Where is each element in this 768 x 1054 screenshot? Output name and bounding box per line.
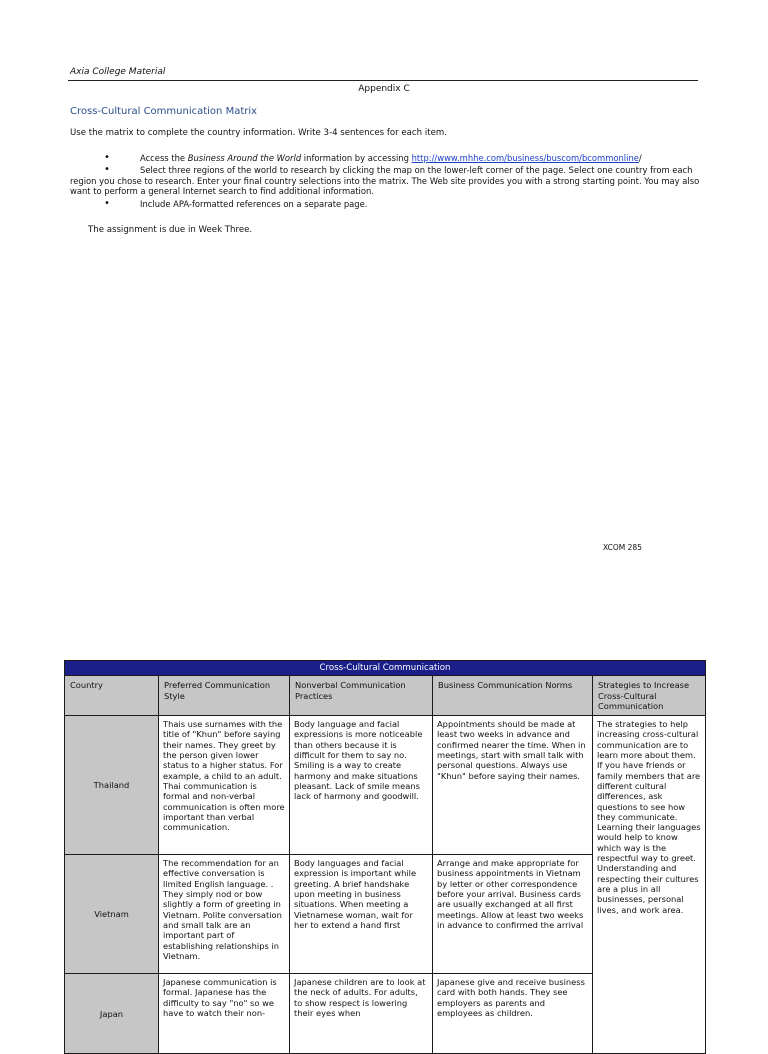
appendix-label: Appendix C xyxy=(358,84,410,94)
cross-cultural-matrix xyxy=(64,660,706,1054)
country-cell: Thailand xyxy=(65,716,159,855)
bullet-item xyxy=(70,165,700,196)
norms-cell: Arrange and make appropriate for business appointments in Vietnam by letter or other correspondence before your arrival. Business cards are usually exchanged at all first meetings. Allow at least two weeks in advance to confirmed the arrival xyxy=(433,855,593,974)
country-cell: Japan xyxy=(65,974,159,1054)
table-header-row xyxy=(65,676,706,716)
bullet-text: information by accessing xyxy=(301,153,412,163)
mhhe-link[interactable]: http://www.mhhe.com/business/buscom/bcommonline xyxy=(411,153,639,163)
bullet-text: / xyxy=(638,153,642,163)
bullet-text: Select three regions of the world to research by clicking the map on the lower-left corner of the page. Select one country from each region you chose to research. Enter your final country selections into the matrix. The Web site provides you with a strong starting point. You may also want to perform a general Internet search to find additional information. xyxy=(70,165,700,197)
instructions-text: Use the matrix to complete the country information. Write 3-4 sentences for each item. xyxy=(70,128,447,138)
bullet-item xyxy=(70,153,700,163)
due-date-text: The assignment is due in Week Three. xyxy=(88,225,253,235)
bullet-text: Access the xyxy=(140,153,188,163)
bullet-text: Include APA-formatted references on a separate page. xyxy=(140,198,368,209)
bullet-icon: • xyxy=(104,164,110,176)
header-divider xyxy=(68,80,698,81)
nonverbal-cell: Body language and facial expressions is more noticeable than others because it is difficult for them to say no. Smiling is a way to create harmony and make situations pleasant. Lack of smile means lack of harmony and goodwill. xyxy=(290,716,433,855)
column-header: Nonverbal Communication Practices xyxy=(290,676,433,716)
norms-cell: Japanese give and receive business card with both hands. They see employers as parents and employees as children. xyxy=(433,974,593,1054)
document-header-label: Axia College Material xyxy=(70,67,166,77)
strategies-cell: The strategies to help increasing cross-cultural communication are to learn more about them. If you have friends or family members that are different cultural differences, ask questions to see how they communicate. Learning their languages would help to know which way is the respectful way to greet. Understanding and respecting their cultures are a plus in all businesses, personal lives, and work area. xyxy=(593,716,706,1054)
style-cell: Japanese communication is formal. Japanese has the difficulty to say "no" so we have to watch their non- xyxy=(159,974,290,1054)
bullet-icon: • xyxy=(104,197,110,209)
bullet-icon: • xyxy=(104,152,110,163)
course-code: XCOM 285 xyxy=(603,543,642,552)
column-header: Strategies to Increase Cross-Cultural Communication xyxy=(593,676,706,716)
table-row xyxy=(65,716,706,855)
country-cell: Vietnam xyxy=(65,855,159,974)
nonverbal-cell: Body languages and facial expression is important while greeting. A brief handshake upon meeting in business situations. When meeting a Vietnamese woman, wait for her to extend a hand first xyxy=(290,855,433,974)
style-cell: Thais use surnames with the title of "Khun" before saying their names. They greet by the person given lower status to a higher status. For example, a child to an adult. Thai communication is formal and non-verbal communication is often more important than verbal communication. xyxy=(159,716,290,855)
document-title: Cross-Cultural Communication Matrix xyxy=(70,106,258,117)
column-header: Country xyxy=(65,676,159,716)
column-header: Preferred Communication Style xyxy=(159,676,290,716)
table-title: Cross-Cultural Communication xyxy=(65,661,706,676)
style-cell: The recommendation for an effective conversation is limited English language. . They simply nod or bow slightly a form of greeting in Vietnam. Polite conversation and small talk are an important part of establishing relationships in Vietnam. xyxy=(159,855,290,974)
instruction-bullets xyxy=(70,153,700,211)
bullet-italic-text: Business Around the World xyxy=(187,153,302,163)
nonverbal-cell: Japanese children are to look at the neck of adults. For adults, to show respect is lowering their eyes when xyxy=(290,974,433,1054)
column-header: Business Communication Norms xyxy=(433,676,593,716)
norms-cell: Appointments should be made at least two weeks in advance and confirmed nearer the time. When in meetings, start with small talk with personal questions. Always use "Khun" before saying their names. xyxy=(433,716,593,855)
bullet-item xyxy=(70,199,700,209)
